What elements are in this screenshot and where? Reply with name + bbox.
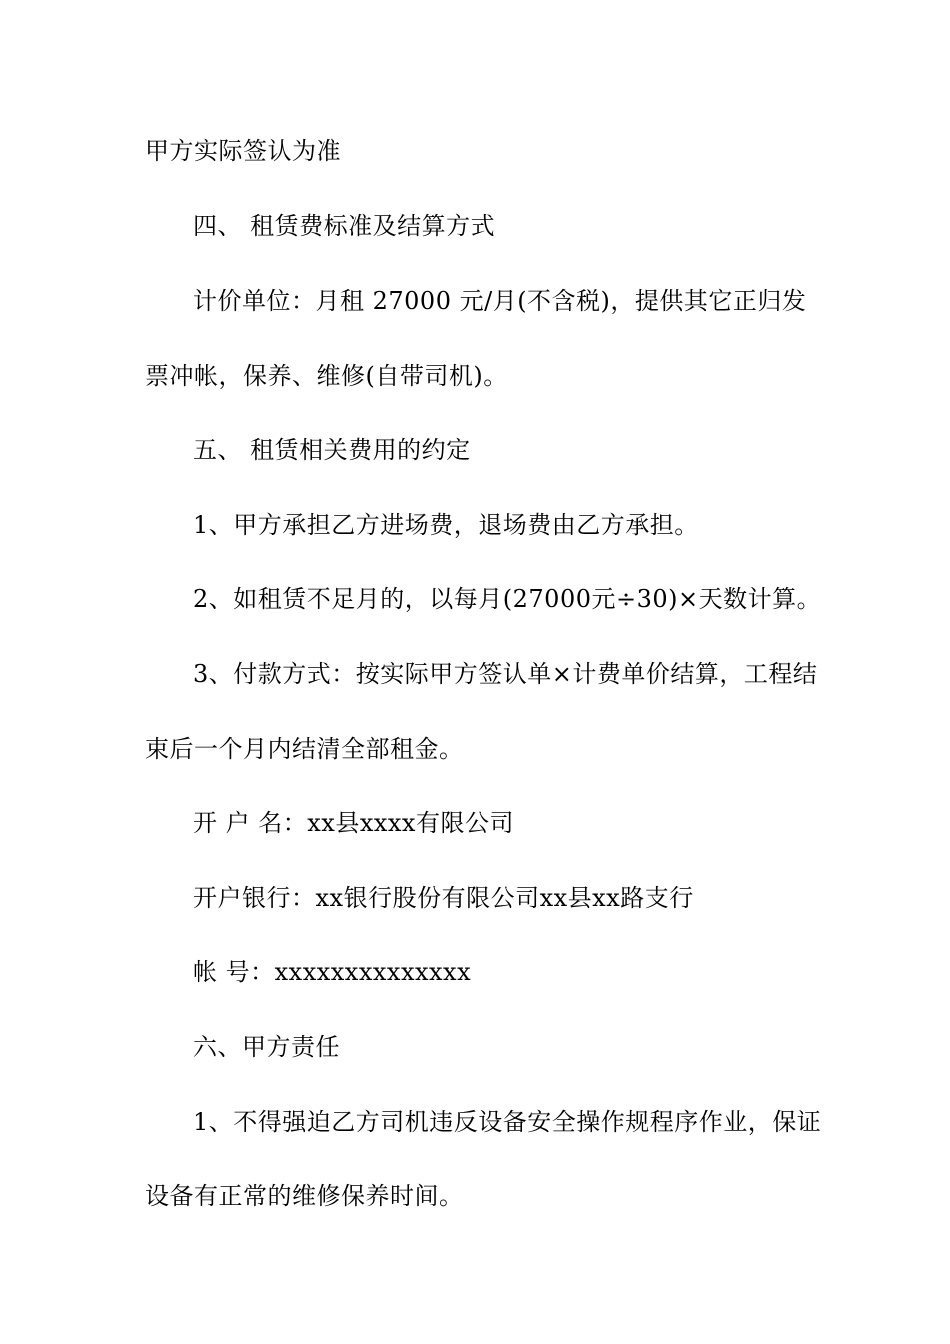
section-heading-5: 五、 租赁相关费用的约定 [193, 436, 471, 464]
text-line-pricing-unit: 计价单位：月租 27000 元/月(不含税)，提供其它正归发 [193, 287, 807, 315]
text-line-bank: 开户银行：xx银行股份有限公司xx县xx路支行 [193, 884, 694, 912]
text-line-item-2: 2、如租赁不足月的，以每月(27000元÷30)×天数计算。 [193, 585, 822, 613]
text-line-item-3-cont: 束后一个月内结清全部租金。 [145, 735, 464, 763]
text-line-account-number: 帐 号：xxxxxxxxxxxxxx [193, 958, 472, 986]
text-line-item-1: 1、甲方承担乙方进场费，退场费由乙方承担。 [193, 511, 699, 539]
text-line-continuation: 甲方实际签认为准 [145, 137, 341, 165]
text-line-pricing-unit-cont: 票冲帐，保养、维修(自带司机)。 [145, 362, 508, 390]
section-heading-6: 六、甲方责任 [193, 1033, 340, 1061]
text-line-duty-1-cont: 设备有正常的维修保养时间。 [145, 1182, 464, 1210]
text-line-item-3: 3、付款方式：按实际甲方签认单×计费单价结算，工程结 [193, 660, 818, 688]
text-line-account-name: 开 户 名：xx县xxxx有限公司 [193, 809, 514, 837]
section-heading-4: 四、 租赁费标准及结算方式 [193, 212, 496, 240]
text-line-duty-1: 1、不得强迫乙方司机违反设备安全操作规程序作业，保证 [193, 1108, 822, 1136]
